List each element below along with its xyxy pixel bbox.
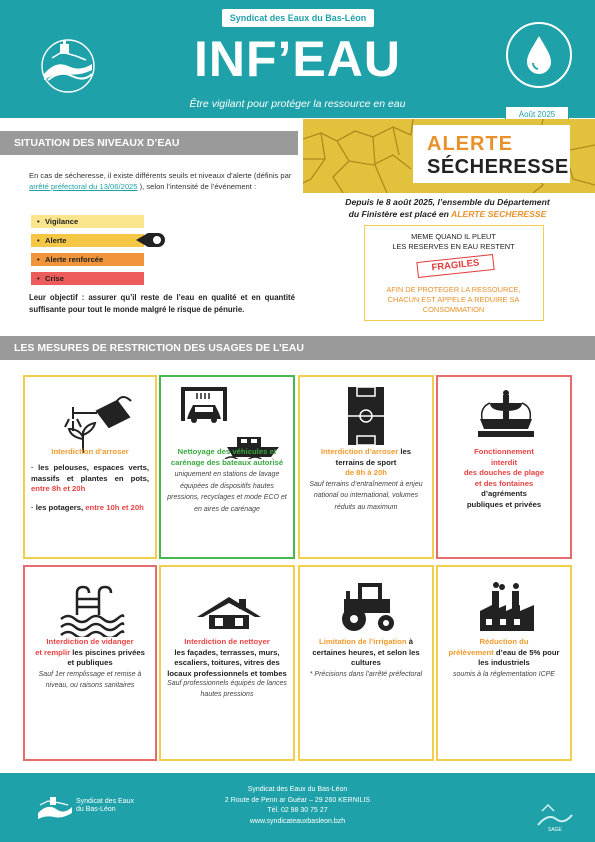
card-title-text: interdit (490, 457, 518, 467)
card-detail-text: les piscines privées et publiques (67, 647, 145, 667)
card-detail-text: à certaines heures, et selon les cultures (312, 637, 420, 667)
card-body (31, 463, 149, 495)
level-label: Crise (45, 274, 64, 283)
card-hours-highlight: entre 8h et 20h (31, 484, 86, 493)
card-detail-text: des douches de plage (463, 468, 545, 477)
issue-date: Août 2025 (505, 106, 569, 124)
swimming-pool-icon (59, 585, 125, 637)
card-bullet-text: · les pelouses, espaces verts, massifs et plantes en pots, (31, 463, 149, 483)
header-banner (0, 0, 595, 118)
section-heading-measures: LES MESURES DE RESTRICTION DES USAGES DE L’EAU (0, 336, 595, 360)
card-title-text: Interdiction de vidanger (46, 637, 134, 646)
level-label: Alerte renforcée (45, 255, 104, 264)
card-note: Sauf terrains d’entraînement à enjeu national ou international, volumes réduits au maximum (309, 480, 423, 511)
card-hours-highlight: de 8h à 20h (345, 468, 387, 477)
card-title-text: Limitation de l’irrigation (319, 637, 407, 646)
card-body (167, 447, 287, 515)
card-detail-text: d’agréments (481, 489, 527, 498)
section-heading-situation: SITUATION DES NIVEAUX D’EAU (0, 131, 298, 155)
footer-logo-line: Syndicat des Eaux (76, 798, 134, 805)
reserves-notice-box (364, 225, 544, 321)
level-alerte-renforcee: • Alerte renforcée (31, 253, 144, 266)
notice-line: CHACUN EST APPELE A REDUIRE SA (387, 295, 520, 304)
objective-text: Leur objectif : assurer qu’il reste de l’eau en qualité et en quantité suffisante pour tout le monde malgré le risque de pénurie. (29, 293, 295, 314)
page-subtitle: Être vigilant pour protéger la ressource en eau (189, 98, 406, 110)
tractor-icon (334, 579, 402, 633)
watering-can-icon (47, 391, 137, 453)
sports-field-icon (346, 385, 386, 447)
footer-logo-line: du Bas-Léon (76, 806, 116, 813)
fragiles-stamp: FRAGILES (416, 254, 494, 278)
notice-bottom-text (365, 285, 542, 315)
intro-text-end: ), selon l’intensité de l’événement : (137, 182, 257, 191)
card-note: * Précisions dans l’arrêté préfectoral (309, 670, 423, 678)
card-body (444, 637, 564, 680)
measure-card-industriels (436, 565, 572, 761)
notice-line: LES RESERVES EN EAU RESTENT (392, 242, 515, 251)
level-label: Vigilance (45, 217, 79, 226)
notice-line: AFIN DE PROTEGER LA RESSOURCE, (386, 285, 521, 294)
measure-card-fontaines (436, 375, 572, 559)
card-note: Sauf professionnels équipés de lances hautes pressions (167, 680, 287, 698)
card-body (306, 637, 426, 680)
card-detail-text: uniquement en stations de lavage équipées de dispositifs hautes pressions, recyclages et mode ECO et en aires de carénage (167, 471, 287, 513)
card-detail-text: les façades, terrasses, murs, escaliers, toitures, vitres des locaux professionnels et tombes (167, 647, 287, 678)
card-bullet-text: · les potagers, (31, 503, 86, 512)
card-hours-highlight: entre 10h et 20h (85, 503, 144, 512)
factory-icon (478, 581, 536, 633)
level-alerte: • Alerte (31, 234, 144, 247)
notice-top-text (365, 232, 542, 252)
page-title: INF’EAU (194, 31, 401, 87)
level-label: Alerte (45, 236, 67, 245)
card-body (444, 447, 564, 510)
alert-since-text (305, 196, 590, 220)
intro-text: En cas de sécheresse, il existe différents seuils et niveaux d’alerte (définis par (29, 171, 292, 180)
sage-logo (534, 803, 574, 837)
card-detail-text: et des fontaines (474, 478, 534, 488)
water-drop-icon (508, 24, 570, 86)
card-body (167, 637, 287, 700)
house-roof-icon (195, 595, 263, 631)
notice-line: CONSOMMATION (422, 305, 485, 314)
since-line-2: du Finistère est placé en (348, 209, 451, 219)
measure-card-piscines (23, 565, 157, 761)
footer-contact (0, 785, 595, 827)
measure-card-irrigation (298, 565, 434, 761)
card-title-text: Interdiction de nettoyer (184, 637, 270, 646)
card-body-2 (31, 503, 149, 514)
measure-card-facades (159, 565, 295, 761)
sage-logo-text: SAGE (548, 827, 562, 833)
card-body (31, 637, 149, 692)
footer-website-link[interactable]: www.syndicateauxbasleon.bzh (249, 817, 346, 825)
measure-card-nettoyage-vehicules (159, 375, 295, 559)
alert-highlight: ALERTE SECHERESSE (451, 209, 547, 219)
current-level-pointer-icon (136, 229, 166, 251)
org-name-label: Syndicat des Eaux du Bas-Léon (222, 9, 374, 27)
card-body (306, 447, 426, 513)
card-title-text: Fonctionnement (474, 447, 534, 456)
fountain-icon (476, 389, 536, 439)
card-title-text: Interdiction d’arroser (320, 447, 399, 456)
card-title (31, 447, 149, 458)
since-line-1: Depuis le 8 août 2025, l’ensemble du Département (345, 197, 550, 207)
card-note: Sauf 1er remplissage et remise à niveau, ou raisons sanitaires (38, 670, 142, 689)
secheresse-label: SÉCHERESSE (427, 156, 569, 178)
card-title-text: Nettoyage des véhicules et carénage des bateaux autorisé (170, 447, 284, 467)
alert-secheresse-card (413, 125, 570, 183)
card-detail-text: d’eau de 5% pour les industriels (478, 647, 560, 667)
card-detail-text: publiques et privées (466, 499, 542, 509)
card-detail-text: les terrains de sport (335, 447, 412, 467)
card-title-text: et remplir (35, 647, 71, 657)
alert-label: ALERTE (427, 133, 513, 155)
card-title-text: Interdiction d’arroser (51, 447, 129, 456)
footer-line: 2 Route de Penn ar Guéar – 29 260 KERNILIS (224, 796, 371, 804)
level-crise: • Crise (31, 272, 144, 285)
card-title-text: Réduction du (479, 637, 529, 646)
card-title-text: prélèvement (448, 647, 494, 657)
footer-phone: Tél. 02 98 30 75 27 (267, 807, 328, 814)
measure-card-arrosage (23, 375, 157, 559)
level-vigilance: • Vigilance (31, 215, 144, 228)
measure-card-terrains-sport (298, 375, 434, 559)
situation-intro (29, 170, 295, 192)
card-note: soumis à la réglementation ICPE (453, 670, 555, 678)
footer (0, 773, 595, 842)
notice-line: MEME QUAND IL PLEUT (411, 232, 496, 241)
footer-line: Syndicat des Eaux du Bas-Léon (247, 786, 348, 793)
arrete-prefectoral-link[interactable]: arrêté préfectoral du 13/06/2025 (29, 182, 138, 191)
water-drop-badge (506, 22, 572, 88)
